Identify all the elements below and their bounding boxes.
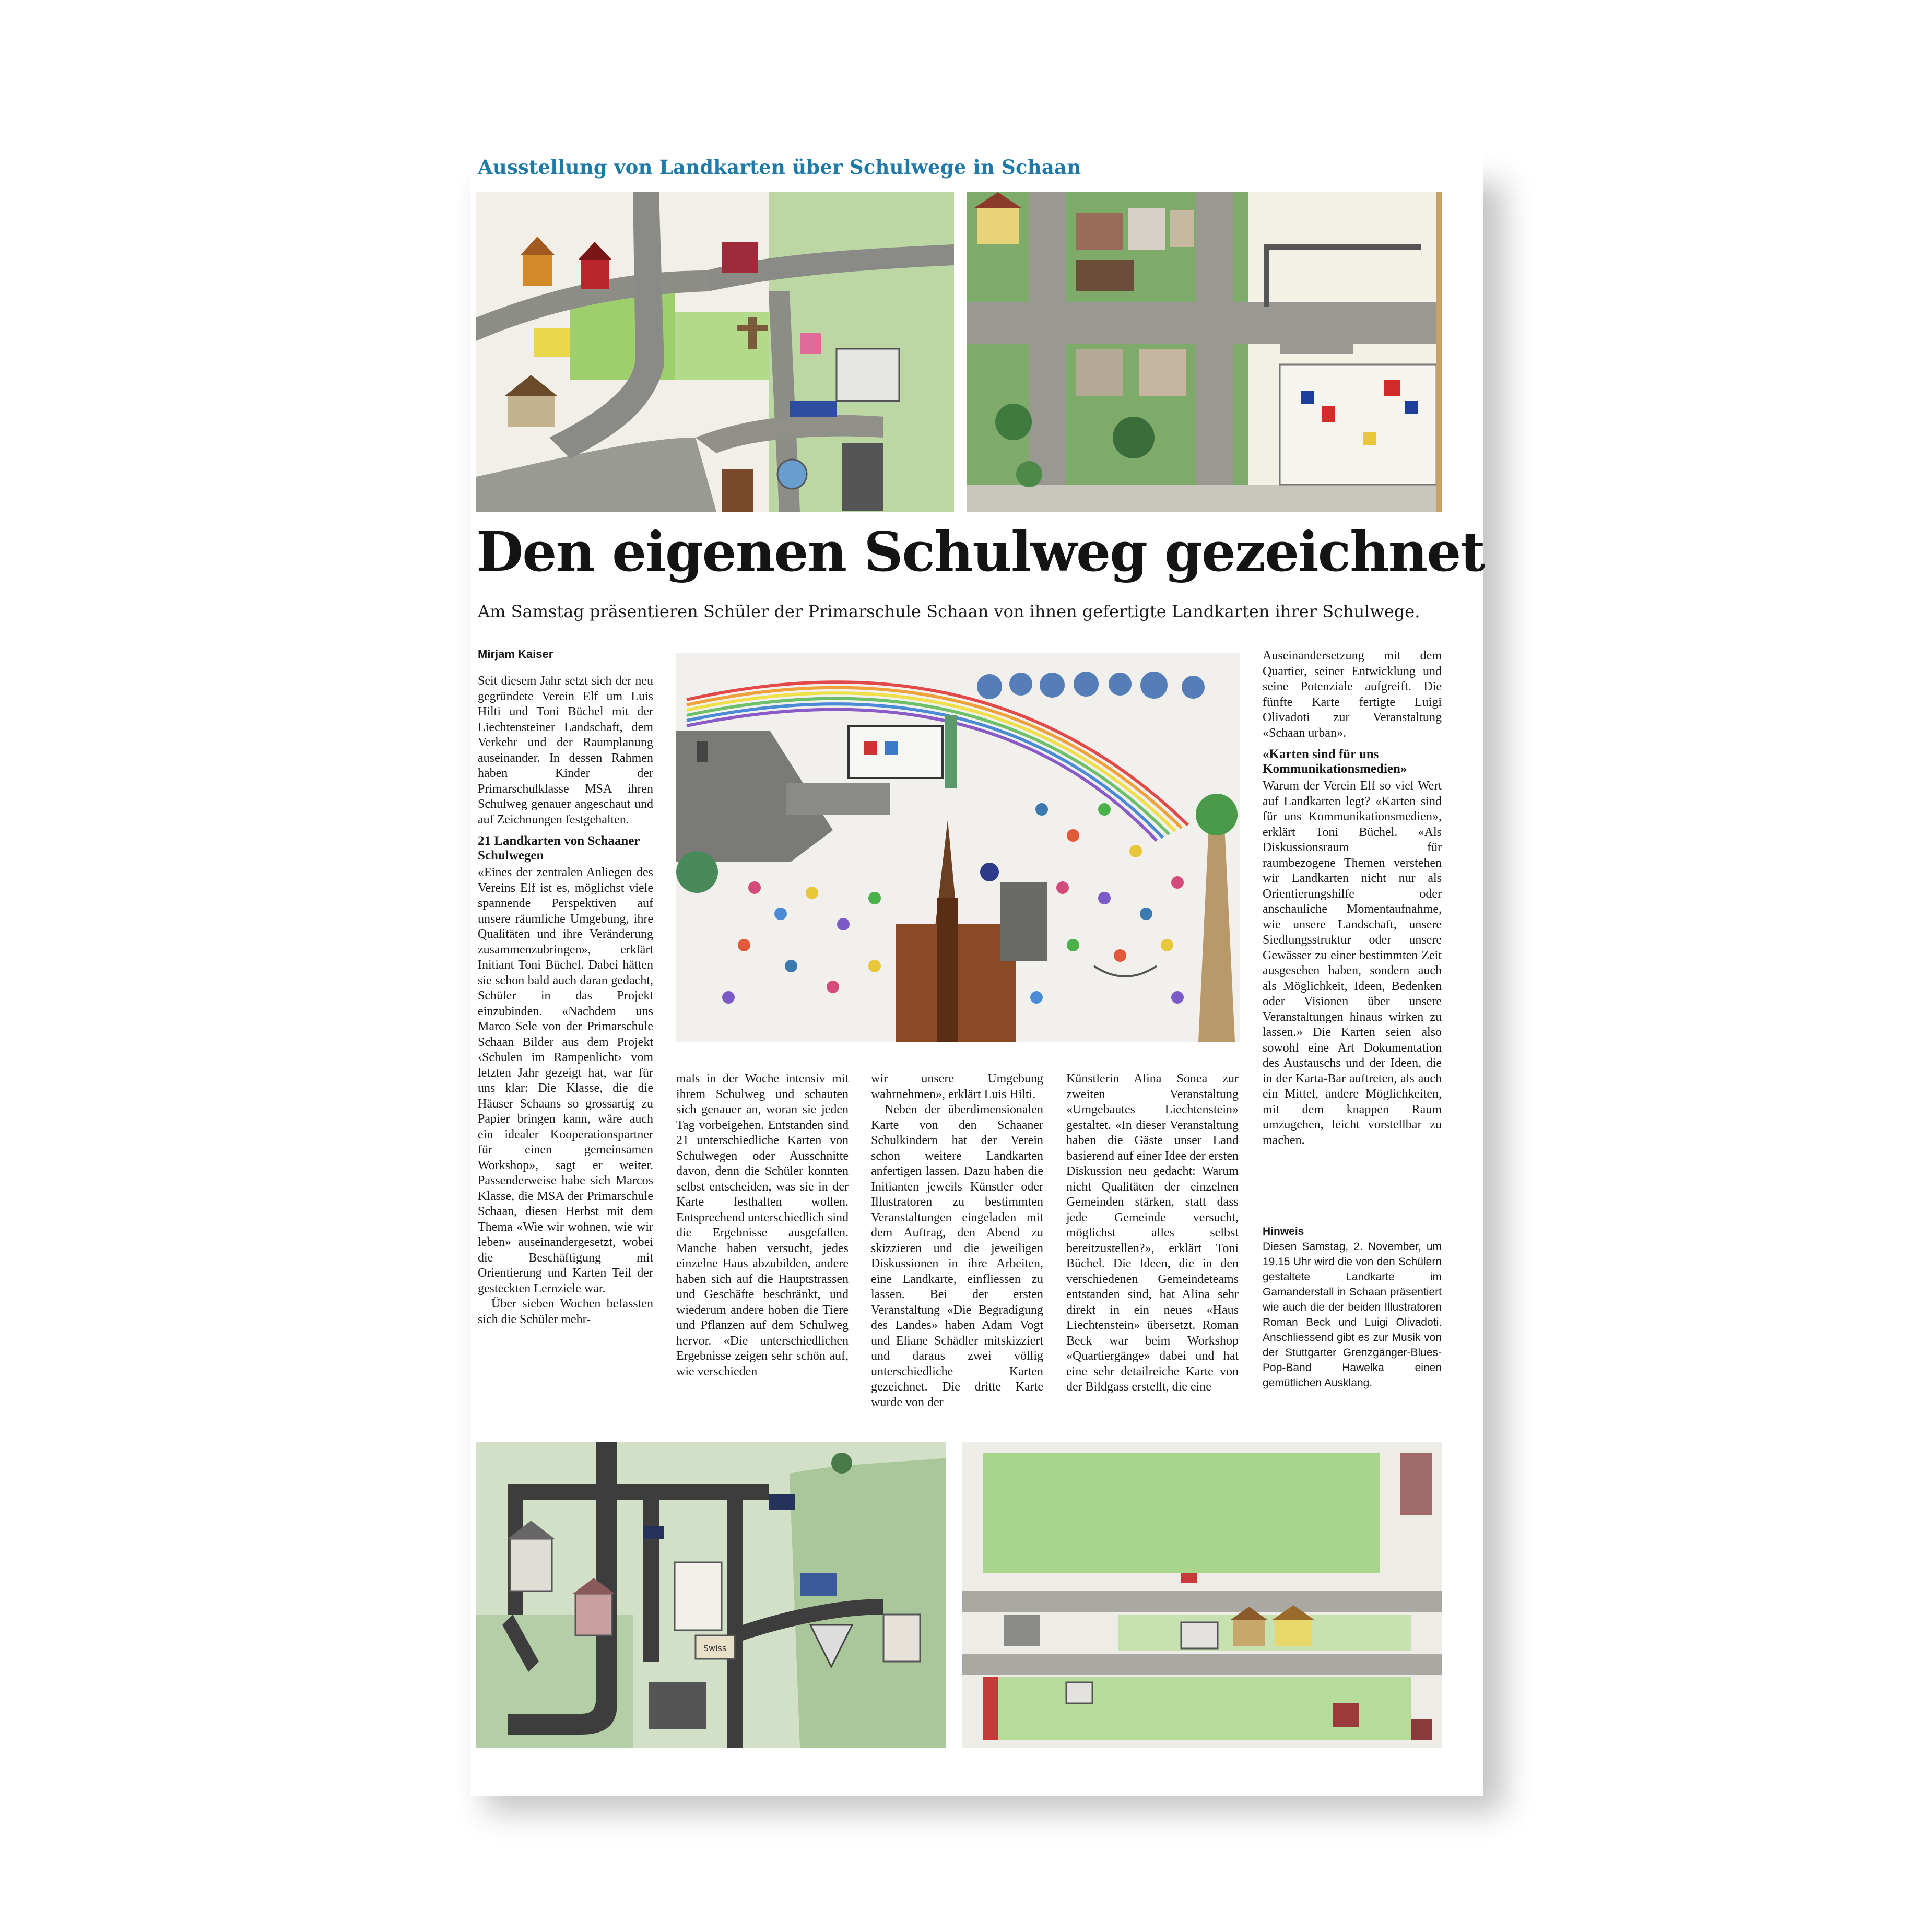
paragraph: Warum der Verein Elf so viel Wert auf Landkarten legt? «Karten sind für uns Kommunikationsmedien», erklärt Toni Büchel. «Als Diskussionsraum für raumbezogene Themen verstehen wir Landkarten nicht nur als Orientierungshilfe oder anschauliche Momentaufnahme, wie unsere Landschaft, unsere Siedlungsstruktur oder unsere Gewässer zu einer bestimmten Zeit ausgesehen haben, sondern auch als Möglichkeit, Ideen, Bedenken oder Visionen über unsere Veranstaltungen hinaus wirken zu lassen.» Die Karten seien also sowohl eine Art Dokumentation des Austauschs und der Ideen, die in der Karta-Bar auftreten, als auch ein Mittel, andere Möglichkeiten, mit dem knappen Raum umzugehen, leicht vorstellbar zu machen. — [1263, 779, 1442, 1147]
paragraph: Auseinandersetzung mit dem Quartier, seiner Entwicklung und seine Potenziale aufgreift. Die fünfte Karte fertigte Luigi Olivadoti zur Veranstaltung «Schaan urban». — [1263, 649, 1442, 740]
column-5 — [1263, 649, 1442, 1148]
info-label: Hinweis — [1263, 1226, 1304, 1238]
info-text: Diesen Samstag, 2. November, um 19.15 Uhr wird die von den Schülern gestaltete Landkarte im Gamanderstall in Schaan präsentiert wie auch die der beiden Illustratoren Roman Beck und Luigi Olivadoti. Anschliessend gibt es zur Musik von der Stuttgarter Grenzgänger-Blues-Pop-Band Hawelka einen gemütlichen Ausklang. — [1263, 1241, 1442, 1389]
column-1 — [478, 674, 653, 1327]
paragraph: Seit diesem Jahr setzt sich der neu gegründete Verein Elf um Luis Hilti und Toni Büchel mit der Liechtensteiner Landschaft, dem Verkehr und der Raumplanung auseinander. In dessen Rahmen haben Kinder der Primarschulklasse MSA ihren Schulweg genauer angeschaut und auf Zeichnungen festgehalten. — [478, 674, 653, 827]
photo-map-bottom-right — [962, 1442, 1442, 1748]
byline: Mirjam Kaiser — [478, 647, 553, 661]
paragraph: mals in der Woche intensiv mit ihrem Schulweg und schauten sich genauer an, woran sie jeden Tag vorbeigehen. Entstanden sind 21 unterschiedliche Karten von Schulwegen oder Ausschnitte davon, denn die Schüler konnten selbst entscheiden, was sie in der Karte festhalten wollen. Entsprechend unterschiedlich sind die Ergebnisse ausgefallen. Manche haben versucht, jedes einzelne Haus abzubilden, andere haben sich auf die Hauptstrassen und Geschäfte beschränkt, und wiederum andere hoben die Tiere und Pflanzen auf dem Schulweg hervor. «Die unterschiedlichen Ergebnisse zeigen sehr schön auf, wie verschieden — [676, 1072, 849, 1379]
kicker: Ausstellung von Landkarten über Schulwege in Schaan — [478, 156, 1081, 179]
column-2 — [676, 1071, 849, 1380]
paragraph: «Eines der zentralen Anliegen des Vereins Elf ist es, möglichst viele spannende Perspektiven auf unsere räumliche Umgebung, ihre Qualitäten und ihre Veränderung zusammenzubringen», erklärt Initiant Toni Büchel. Dabei hätten sie schon bald auch daran gedacht, Schüler in das Projekt einzubinden. «Nachdem uns Marco Sele von der Primarschule Schaan Bilder aus dem Projekt ‹Schulen im Rampenlicht› vom letzten Jahr gezeigt hat, war für uns klar: Die Klasse, die die Häuser Schaans so grossartig zu Papier bringen kann, wäre auch ein idealer Kooperationspartner für einen gemeinsamen Workshop», sagt er weiter. Passenderweise habe sich Marcos Klasse, die MSA der Primarschule Schaan, diesen Herbst mit dem Thema «Wie wir wohnen, wie wir leben» auseinandergesetzt, wobei die Beschäftigung mit Orientierung und Karten Teil der gesteckten Lernziele war. — [478, 866, 653, 1295]
paragraph: wir unsere Umgebung wahrnehmen», erklärt Luis Hilti. — [871, 1072, 1043, 1101]
paragraph: Über sieben Wochen befassten sich die Schüler mehr- — [478, 1297, 653, 1326]
headline: Den eigenen Schulweg gezeichnet — [476, 520, 1485, 584]
photo-map-butterflies — [676, 653, 1240, 1042]
shop-sign: Swiss — [703, 1643, 727, 1653]
column-4 — [1066, 1071, 1239, 1395]
subheading: 21 Landkarten von Schaaner Schulwegen — [478, 834, 640, 863]
column-3 — [871, 1071, 1043, 1410]
photo-map-top-right — [967, 192, 1442, 512]
paragraph: Künstlerin Alina Sonea zur zweiten Veranstaltung «Umgebautes Liechtenstein» gestaltet. «In dieser Veranstaltung haben die Gäste unser Land basierend auf einer Idee der ersten Diskussion neu gedacht: Warum nicht Qualitäten der einzelnen Gemeinden stärken, statt dass jede Gemeinde versucht, möglichst alles selbst bereitzustellen?», erklärt Toni Büchel. Die Ideen, die in den verschiedenen Gemeindeteams entstanden sind, hat Alina sehr direkt in ein neues «Haus Liechtenstein» übersetzt. Roman Beck war beim Workshop «Quartiergänge» dabei und hat eine sehr detailreiche Karte von der Bildgass erstellt, die eine — [1066, 1072, 1239, 1394]
subheading: «Karten sind für uns Kommunikationsmedien» — [1263, 747, 1407, 776]
paragraph: Neben der überdimensionalen Karte von den Schaaner Schulkindern hat der Verein schon weitere Landkarten anfertigen lassen. Dazu haben die Initianten jeweils Künstler oder Illustratoren zu bestimmten Veranstaltungen eingeladen mit dem Auftrag, den Abend zu skizzieren und die jeweiligen Diskussionen in ihre Arbeiten, eine Landkarte, einfliessen zu lassen. Bei der ersten Veranstaltung «Die Begradigung des Landes» haben Adam Vogt und Eliane Schädler mitskizziert und daraus zwei völlig unterschiedliche Karten gezeichnet. Die dritte Karte wurde von der — [871, 1103, 1043, 1409]
photo-map-bottom-left — [476, 1442, 946, 1748]
dek: Am Samstag präsentieren Schüler der Primarschule Schaan von ihnen gefertigte Landkarten ihrer Schulwege. — [478, 602, 1420, 621]
photo-map-top-left — [476, 192, 954, 512]
info-box — [1263, 1224, 1442, 1391]
